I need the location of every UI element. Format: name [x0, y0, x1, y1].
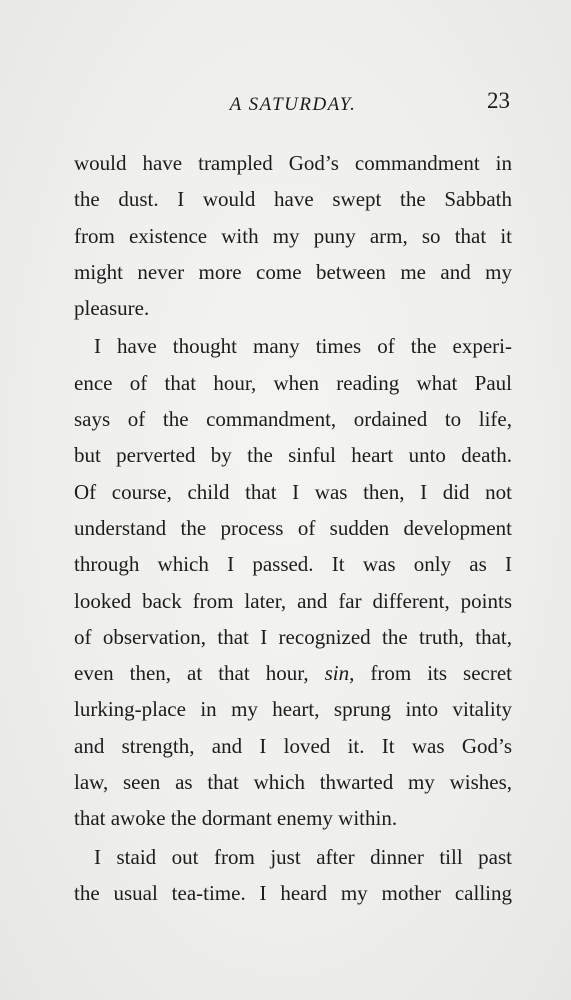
- text-line: says of the commandment, ordained to life,: [74, 407, 512, 432]
- text-line: looked back from later, and far different, points: [74, 588, 512, 613]
- text-line: might never more come between me and my: [74, 259, 512, 284]
- paragraph-2: [74, 328, 512, 836]
- text-line: [74, 655, 512, 691]
- text-run: even then, at that hour,: [74, 661, 325, 686]
- text-line: lurking-place in my heart, sprung into vitality: [74, 697, 512, 722]
- emphasized-word: sin,: [324, 661, 355, 686]
- text-run: from its secret: [354, 661, 512, 686]
- paragraph-3: [74, 839, 512, 912]
- text-line: the usual tea-time. I heard my mother calling: [74, 880, 512, 905]
- text-line: but perverted by the sinful heart unto death.: [74, 443, 512, 468]
- text-line: the dust. I would have swept the Sabbath: [74, 187, 512, 212]
- running-head: [74, 86, 512, 120]
- text-line: of observation, that I recognized the truth, that,: [74, 624, 512, 649]
- text-line: I staid out from just after dinner till past: [94, 844, 512, 869]
- text-line: through which I passed. It was only as I: [74, 552, 512, 577]
- text-line: would have trampled God’s commandment in: [74, 151, 512, 175]
- text-line: pleasure.: [74, 296, 150, 321]
- text-line: understand the process of sudden development: [74, 515, 512, 540]
- text-line: that awoke the dormant enemy within.: [74, 806, 398, 831]
- running-title: A SATURDAY.: [229, 94, 357, 115]
- text-line: from existence with my puny arm, so that it: [74, 223, 512, 248]
- paragraph-1: [74, 145, 512, 326]
- text-line: ence of that hour, when reading what Paul: [74, 370, 512, 395]
- text-line: Of course, child that I was then, I did not: [74, 479, 512, 504]
- page-number: 23: [487, 88, 510, 113]
- text-line: and strength, and I loved it. It was God’s: [74, 733, 512, 758]
- text-line: I have thought many times of the experi-: [94, 334, 512, 359]
- body-text: [74, 145, 512, 911]
- text-line: law, seen as that which thwarted my wishes,: [74, 770, 512, 795]
